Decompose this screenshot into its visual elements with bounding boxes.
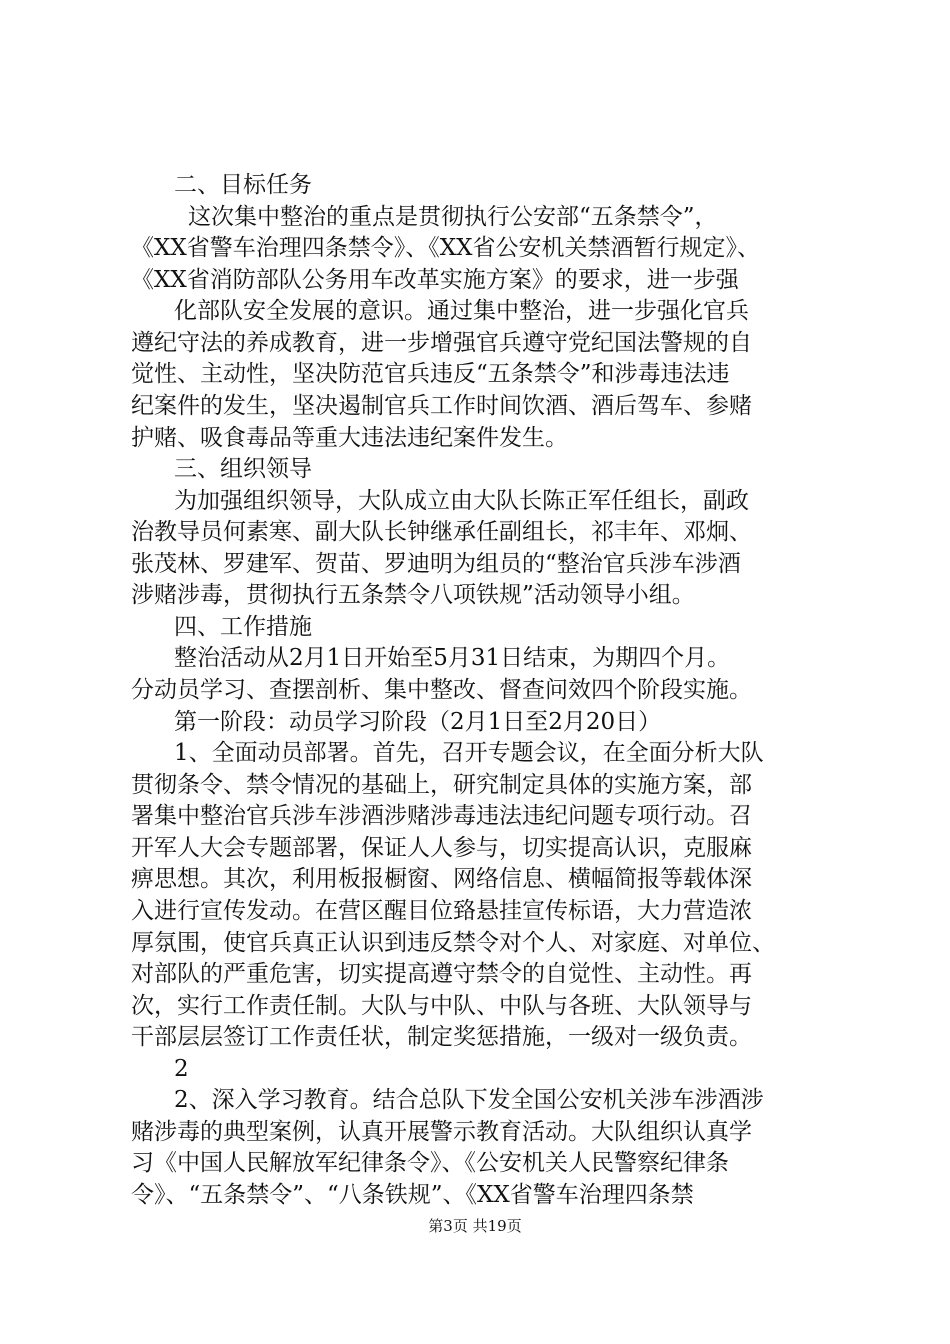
document-line: 分动员学习、查摆剖析、集中整改、督查问效四个阶段实施。 — [131, 677, 752, 703]
document-line: 2 — [174, 1056, 189, 1082]
document-line: 次，实行工作责任制。大队与中队、中队与各班、大队领导与 — [131, 993, 752, 1019]
document-line: 涉赌涉毒，贯彻执行五条禁令八项铁规”活动领导小组。 — [131, 582, 695, 608]
document-line: 这次集中整治的重点是贯彻执行公安部“五条禁令”， — [188, 204, 718, 230]
document-line: 三、组织领导 — [174, 456, 312, 482]
document-line: 治教导员何素寒、副大队长钟继承任副组长，祁丰年、邓炯、 — [131, 519, 752, 545]
page-footer: 第3页 共19页 — [428, 1217, 522, 1235]
document-line: 开军人大会专题部署，保证人人参与，切实提高认识，克服麻 — [131, 835, 752, 861]
document-line: 贯彻条令、禁令情况的基础上，研究制定具体的实施方案，部 — [131, 772, 752, 798]
document-line: 四、工作措施 — [174, 614, 312, 640]
document-line: 厚氛围，使官兵真正认识到违反禁令对个人、对家庭、对单位、 — [131, 930, 775, 956]
document-line: 护赌、吸食毒品等重大违法违纪案件发生。 — [131, 425, 568, 451]
document-line: 遵纪守法的养成教育，进一步增强官兵遵守党纪国法警规的自 — [131, 330, 752, 356]
document-line: 第一阶段：动员学习阶段（2月1日至2月20日） — [174, 709, 662, 735]
document-line: 为加强组织领导，大队成立由大队长陈正军任组长，副政 — [174, 488, 749, 514]
document-line: 干部层层签订工作责任状，制定奖惩措施，一级对一级负责。 — [131, 1024, 752, 1050]
document-line: 习《中国人民解放军纪律条令》、《公安机关人民警察纪律条 — [131, 1150, 729, 1176]
document-line: 纪案件的发生，坚决遏制官兵工作时间饮酒、酒后驾车、参赌 — [131, 393, 752, 419]
document-line: 觉性、主动性，坚决防范官兵违反“五条禁令”和涉毒违法违 — [131, 361, 730, 387]
document-line: 2、深入学习教育。结合总队下发全国公安机关涉车涉酒涉 — [174, 1087, 764, 1113]
document-line: 令》、“五条禁令”、“八条铁规”、《XX省警车治理四条禁 — [131, 1182, 694, 1208]
document-line: 入进行宣传发动。在营区醒目位臵悬挂宣传标语，大力营造浓 — [131, 898, 752, 924]
document-line: 二、目标任务 — [174, 172, 312, 198]
document-line: 《XX省消防部队公务用车改革实施方案》的要求，进一步强 — [131, 267, 739, 293]
document-line: 张茂林、罗建军、贺苗、罗迪明为组员的“整治官兵涉车涉酒 — [131, 551, 741, 577]
document-line: 1、全面动员部署。首先，召开专题会议，在全面分析大队 — [174, 740, 764, 766]
document-line: 化部队安全发展的意识。通过集中整治，进一步强化官兵 — [174, 298, 749, 324]
document-line: 赌涉毒的典型案例，认真开展警示教育活动。大队组织认真学 — [131, 1119, 752, 1145]
document-line: 整治活动从2月1日开始至5月31日结束，为期四个月。 — [174, 645, 731, 671]
document-line: 对部队的严重危害，切实提高遵守禁令的自觉性、主动性。再 — [131, 961, 752, 987]
document-line: 痹思想。其次，利用板报橱窗、网络信息、横幅简报等载体深 — [131, 866, 752, 892]
document-line: 署集中整治官兵涉车涉酒涉赌涉毒违法违纪问题专项行动。召 — [131, 803, 752, 829]
document-line: 《XX省警车治理四条禁令》、《XX省公安机关禁酒暂行规定》、 — [131, 235, 760, 261]
